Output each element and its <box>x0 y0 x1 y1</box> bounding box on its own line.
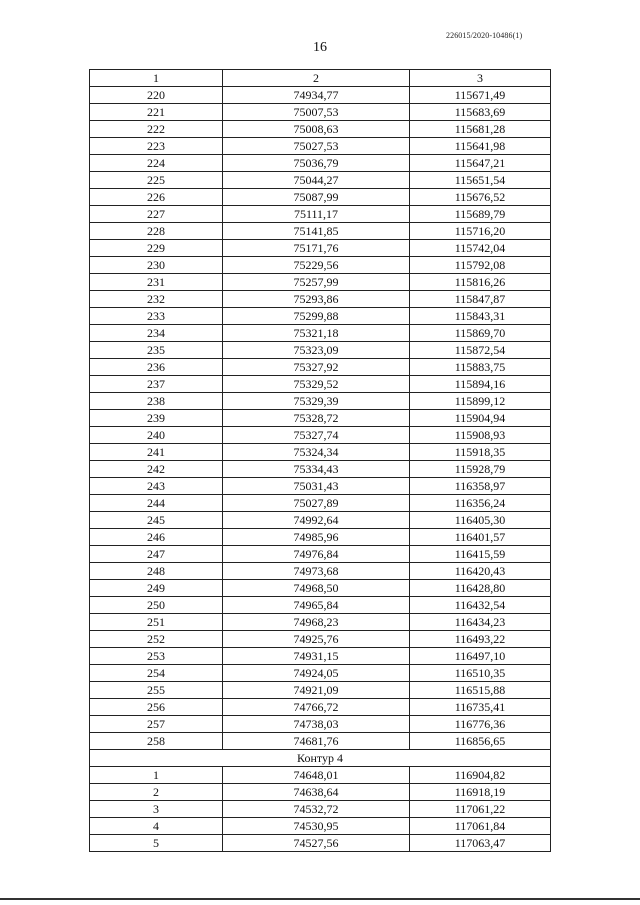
cell-point-number: 245 <box>90 512 223 529</box>
cell-x-coordinate: 75329,39 <box>223 393 410 410</box>
cell-point-number: 232 <box>90 291 223 308</box>
table-body <box>90 87 551 852</box>
table-row <box>90 444 551 461</box>
cell-point-number: 239 <box>90 410 223 427</box>
cell-y-coordinate: 116856,65 <box>410 733 551 750</box>
cell-x-coordinate: 74965,84 <box>223 597 410 614</box>
cell-point-number: 256 <box>90 699 223 716</box>
table-row <box>90 359 551 376</box>
table-row <box>90 342 551 359</box>
table-row <box>90 325 551 342</box>
cell-y-coordinate: 117061,22 <box>410 801 551 818</box>
cell-x-coordinate: 75036,79 <box>223 155 410 172</box>
table-row <box>90 478 551 495</box>
cell-x-coordinate: 74738,03 <box>223 716 410 733</box>
cell-y-coordinate: 115894,16 <box>410 376 551 393</box>
cell-x-coordinate: 75329,52 <box>223 376 410 393</box>
table-row <box>90 308 551 325</box>
cell-point-number: 226 <box>90 189 223 206</box>
cell-x-coordinate: 74976,84 <box>223 546 410 563</box>
table-row <box>90 240 551 257</box>
cell-x-coordinate: 75257,99 <box>223 274 410 291</box>
table-row <box>90 529 551 546</box>
cell-point-number: 252 <box>90 631 223 648</box>
cell-point-number: 2 <box>90 784 223 801</box>
cell-x-coordinate: 74968,23 <box>223 614 410 631</box>
table-row <box>90 393 551 410</box>
cell-point-number: 248 <box>90 563 223 580</box>
table-header <box>90 70 551 87</box>
cell-y-coordinate: 117063,47 <box>410 835 551 852</box>
cell-x-coordinate: 75229,56 <box>223 257 410 274</box>
cell-x-coordinate: 75334,43 <box>223 461 410 478</box>
table-row <box>90 223 551 240</box>
cell-point-number: 229 <box>90 240 223 257</box>
header-row <box>90 70 551 87</box>
cell-x-coordinate: 74638,64 <box>223 784 410 801</box>
cell-y-coordinate: 115681,28 <box>410 121 551 138</box>
cell-y-coordinate: 115908,93 <box>410 427 551 444</box>
section-row <box>90 750 551 767</box>
table-row <box>90 155 551 172</box>
cell-y-coordinate: 115918,35 <box>410 444 551 461</box>
cell-x-coordinate: 75007,53 <box>223 104 410 121</box>
cell-y-coordinate: 116428,80 <box>410 580 551 597</box>
table-row <box>90 172 551 189</box>
document-id: 226015/2020-10486(1) <box>446 31 523 40</box>
cell-point-number: 227 <box>90 206 223 223</box>
cell-y-coordinate: 116497,10 <box>410 648 551 665</box>
cell-point-number: 233 <box>90 308 223 325</box>
table-row <box>90 121 551 138</box>
column-header-x: 2 <box>223 70 410 87</box>
table-row <box>90 291 551 308</box>
cell-x-coordinate: 74968,50 <box>223 580 410 597</box>
cell-x-coordinate: 74532,72 <box>223 801 410 818</box>
cell-y-coordinate: 115904,94 <box>410 410 551 427</box>
cell-point-number: 223 <box>90 138 223 155</box>
cell-x-coordinate: 75321,18 <box>223 325 410 342</box>
cell-point-number: 235 <box>90 342 223 359</box>
cell-point-number: 257 <box>90 716 223 733</box>
cell-y-coordinate: 115676,52 <box>410 189 551 206</box>
cell-y-coordinate: 115651,54 <box>410 172 551 189</box>
cell-y-coordinate: 115816,26 <box>410 274 551 291</box>
cell-x-coordinate: 75328,72 <box>223 410 410 427</box>
cell-y-coordinate: 116510,35 <box>410 665 551 682</box>
cell-x-coordinate: 74681,76 <box>223 733 410 750</box>
table-row <box>90 767 551 784</box>
cell-point-number: 246 <box>90 529 223 546</box>
cell-x-coordinate: 75327,92 <box>223 359 410 376</box>
table-row <box>90 461 551 478</box>
cell-x-coordinate: 75027,53 <box>223 138 410 155</box>
cell-point-number: 241 <box>90 444 223 461</box>
cell-x-coordinate: 75327,74 <box>223 427 410 444</box>
cell-y-coordinate: 116356,24 <box>410 495 551 512</box>
cell-y-coordinate: 115792,08 <box>410 257 551 274</box>
table-row <box>90 801 551 818</box>
cell-x-coordinate: 74924,05 <box>223 665 410 682</box>
table-row <box>90 631 551 648</box>
cell-point-number: 255 <box>90 682 223 699</box>
table-row <box>90 733 551 750</box>
cell-point-number: 238 <box>90 393 223 410</box>
cell-y-coordinate: 116405,30 <box>410 512 551 529</box>
cell-x-coordinate: 74530,95 <box>223 818 410 835</box>
cell-y-coordinate: 116420,43 <box>410 563 551 580</box>
cell-x-coordinate: 74527,56 <box>223 835 410 852</box>
cell-y-coordinate: 115683,69 <box>410 104 551 121</box>
cell-point-number: 247 <box>90 546 223 563</box>
cell-point-number: 230 <box>90 257 223 274</box>
cell-y-coordinate: 116415,59 <box>410 546 551 563</box>
cell-point-number: 225 <box>90 172 223 189</box>
cell-point-number: 242 <box>90 461 223 478</box>
table-row <box>90 835 551 852</box>
table-row <box>90 563 551 580</box>
page-number: 16 <box>313 40 327 55</box>
cell-point-number: 3 <box>90 801 223 818</box>
cell-point-number: 244 <box>90 495 223 512</box>
cell-point-number: 228 <box>90 223 223 240</box>
table-row <box>90 376 551 393</box>
cell-y-coordinate: 116358,97 <box>410 478 551 495</box>
table-row <box>90 716 551 733</box>
cell-point-number: 4 <box>90 818 223 835</box>
cell-y-coordinate: 116735,41 <box>410 699 551 716</box>
section-title: Контур 4 <box>90 750 551 767</box>
cell-point-number: 253 <box>90 648 223 665</box>
table-row <box>90 597 551 614</box>
cell-y-coordinate: 115647,21 <box>410 155 551 172</box>
cell-y-coordinate: 115883,75 <box>410 359 551 376</box>
cell-x-coordinate: 74921,09 <box>223 682 410 699</box>
table-row <box>90 682 551 699</box>
cell-y-coordinate: 116515,88 <box>410 682 551 699</box>
table-row <box>90 665 551 682</box>
cell-point-number: 236 <box>90 359 223 376</box>
table-row <box>90 699 551 716</box>
cell-x-coordinate: 75044,27 <box>223 172 410 189</box>
cell-x-coordinate: 74985,96 <box>223 529 410 546</box>
cell-point-number: 231 <box>90 274 223 291</box>
bottom-scan-line <box>0 898 640 900</box>
table-row <box>90 495 551 512</box>
table-row <box>90 138 551 155</box>
cell-y-coordinate: 115847,87 <box>410 291 551 308</box>
cell-point-number: 240 <box>90 427 223 444</box>
cell-y-coordinate: 116432,54 <box>410 597 551 614</box>
cell-point-number: 221 <box>90 104 223 121</box>
cell-x-coordinate: 75323,09 <box>223 342 410 359</box>
cell-x-coordinate: 75324,34 <box>223 444 410 461</box>
cell-point-number: 243 <box>90 478 223 495</box>
table-row <box>90 189 551 206</box>
table-row <box>90 410 551 427</box>
table-row <box>90 614 551 631</box>
cell-y-coordinate: 115716,20 <box>410 223 551 240</box>
cell-y-coordinate: 116434,23 <box>410 614 551 631</box>
cell-y-coordinate: 115928,79 <box>410 461 551 478</box>
cell-x-coordinate: 75111,17 <box>223 206 410 223</box>
cell-x-coordinate: 75171,76 <box>223 240 410 257</box>
cell-point-number: 234 <box>90 325 223 342</box>
column-header-number: 1 <box>90 70 223 87</box>
cell-x-coordinate: 74934,77 <box>223 87 410 104</box>
cell-x-coordinate: 75031,43 <box>223 478 410 495</box>
table-row <box>90 580 551 597</box>
cell-x-coordinate: 74925,76 <box>223 631 410 648</box>
table-row <box>90 818 551 835</box>
cell-point-number: 1 <box>90 767 223 784</box>
table-row <box>90 546 551 563</box>
cell-x-coordinate: 74973,68 <box>223 563 410 580</box>
cell-point-number: 251 <box>90 614 223 631</box>
coordinates-table <box>89 69 551 852</box>
cell-x-coordinate: 75027,89 <box>223 495 410 512</box>
cell-point-number: 254 <box>90 665 223 682</box>
table-row <box>90 648 551 665</box>
cell-point-number: 258 <box>90 733 223 750</box>
table-row <box>90 784 551 801</box>
cell-point-number: 237 <box>90 376 223 393</box>
table-row <box>90 206 551 223</box>
cell-y-coordinate: 115869,70 <box>410 325 551 342</box>
cell-point-number: 250 <box>90 597 223 614</box>
cell-y-coordinate: 115641,98 <box>410 138 551 155</box>
table-row <box>90 104 551 121</box>
cell-y-coordinate: 115872,54 <box>410 342 551 359</box>
table-row <box>90 257 551 274</box>
cell-y-coordinate: 116493,22 <box>410 631 551 648</box>
cell-y-coordinate: 115899,12 <box>410 393 551 410</box>
cell-point-number: 222 <box>90 121 223 138</box>
cell-x-coordinate: 75008,63 <box>223 121 410 138</box>
table-row <box>90 274 551 291</box>
cell-x-coordinate: 74931,15 <box>223 648 410 665</box>
column-header-y: 3 <box>410 70 551 87</box>
cell-x-coordinate: 75087,99 <box>223 189 410 206</box>
cell-y-coordinate: 116904,82 <box>410 767 551 784</box>
cell-point-number: 5 <box>90 835 223 852</box>
cell-y-coordinate: 115689,79 <box>410 206 551 223</box>
cell-x-coordinate: 74992,64 <box>223 512 410 529</box>
cell-x-coordinate: 75299,88 <box>223 308 410 325</box>
table-row <box>90 87 551 104</box>
cell-point-number: 220 <box>90 87 223 104</box>
cell-y-coordinate: 115671,49 <box>410 87 551 104</box>
cell-y-coordinate: 115843,31 <box>410 308 551 325</box>
cell-point-number: 249 <box>90 580 223 597</box>
cell-x-coordinate: 75141,85 <box>223 223 410 240</box>
cell-x-coordinate: 74648,01 <box>223 767 410 784</box>
cell-point-number: 224 <box>90 155 223 172</box>
table-row <box>90 427 551 444</box>
cell-y-coordinate: 116401,57 <box>410 529 551 546</box>
cell-y-coordinate: 116776,36 <box>410 716 551 733</box>
cell-y-coordinate: 115742,04 <box>410 240 551 257</box>
cell-y-coordinate: 116918,19 <box>410 784 551 801</box>
table-row <box>90 512 551 529</box>
cell-y-coordinate: 117061,84 <box>410 818 551 835</box>
cell-x-coordinate: 74766,72 <box>223 699 410 716</box>
cell-x-coordinate: 75293,86 <box>223 291 410 308</box>
